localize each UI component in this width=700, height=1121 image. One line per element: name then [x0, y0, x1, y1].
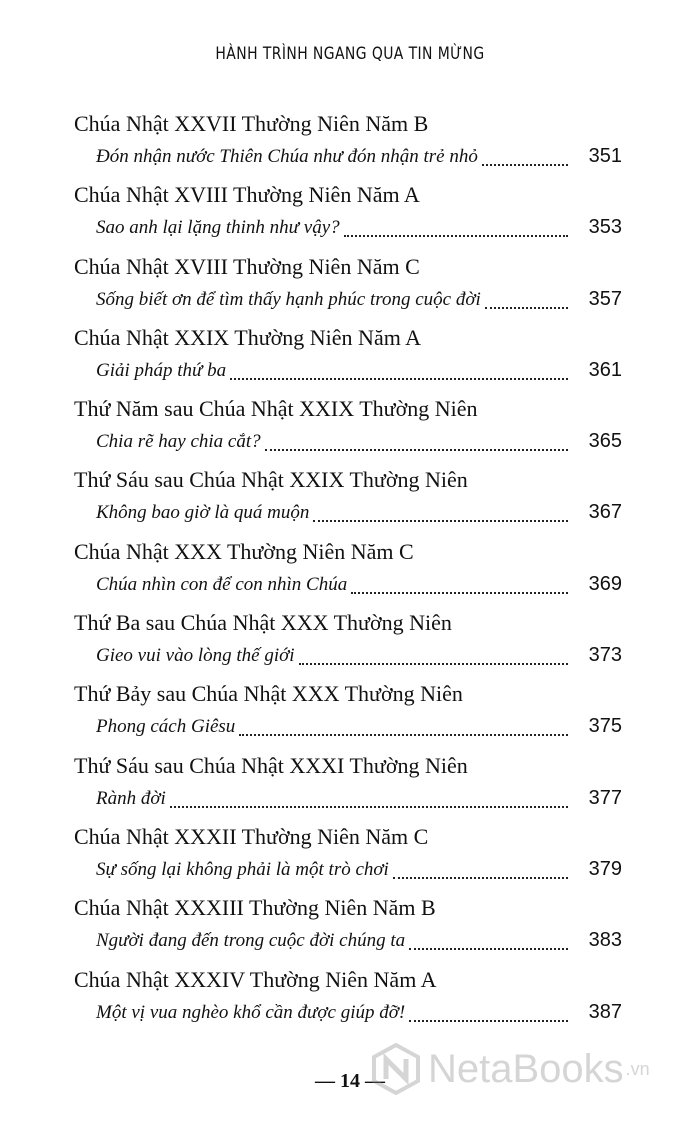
toc-entry-page: 387	[588, 1000, 622, 1023]
toc-entry-title: Chúa Nhật XXXII Thường Niên Năm C	[74, 823, 429, 849]
toc-entry-subtitle: Không bao giờ là quá muộn	[96, 502, 310, 524]
toc-entry-subtitle: Giải pháp thứ ba	[96, 359, 227, 381]
dot-leader	[313, 519, 568, 522]
toc-entry-title: Chúa Nhật XXXIII Thường Niên Năm B	[74, 895, 436, 921]
toc-entry	[74, 606, 622, 677]
toc-entry-subtitle: Sống biết ơn để tìm thấy hạnh phúc trong cuộc đời	[96, 288, 481, 310]
dot-leader	[409, 947, 568, 950]
toc-entry-page: 369	[588, 572, 622, 595]
toc-entry-line	[96, 354, 622, 387]
toc-entry-line	[96, 496, 622, 529]
toc-entry-page: 365	[588, 430, 622, 453]
toc-entry-subtitle: Người đang đến trong cuộc đời chúng ta	[96, 930, 406, 952]
toc-entry	[74, 677, 622, 748]
dot-leader	[170, 805, 568, 808]
toc-entry-title: Chúa Nhật XVIII Thường Niên Năm A	[74, 182, 420, 208]
dot-leader	[482, 163, 568, 166]
toc-entry	[74, 392, 622, 463]
toc-entry-line	[96, 853, 622, 886]
toc-entry-line	[96, 211, 622, 244]
toc-entry-subtitle: Phong cách Giêsu	[96, 716, 236, 738]
toc-entry-page: 367	[588, 501, 622, 524]
toc-entry-page: 379	[588, 857, 622, 880]
dot-leader	[485, 306, 568, 309]
toc-entry-subtitle: Một vị vua nghèo khổ cần được giúp đỡ!	[96, 1001, 406, 1023]
toc-entry-line	[96, 924, 622, 957]
toc-entry	[74, 463, 622, 534]
dot-leader	[265, 448, 568, 451]
toc-entry-title: Chúa Nhật XXX Thường Niên Năm C	[74, 538, 414, 564]
toc-entry-page: 373	[588, 644, 622, 667]
toc-entry-line	[96, 710, 622, 743]
toc-entry	[74, 820, 622, 891]
toc-entry-line	[96, 568, 622, 601]
toc-entry-title: Thứ Sáu sau Chúa Nhật XXXI Thường Niên	[74, 752, 468, 778]
watermark	[370, 1043, 650, 1095]
dot-leader	[230, 377, 568, 380]
toc-entry-page: 351	[588, 145, 622, 167]
dot-leader	[299, 662, 568, 665]
toc-entry-subtitle: Chúa nhìn con để con nhìn Chúa	[96, 573, 348, 595]
toc-entry	[74, 107, 622, 178]
toc-entry	[74, 963, 622, 1034]
dot-leader	[351, 591, 568, 594]
toc-entry-subtitle: Sao anh lại lặng thinh như vậy?	[96, 217, 340, 239]
toc-entry	[74, 250, 622, 321]
toc-entry-page: 377	[588, 786, 622, 809]
toc-entry-line	[96, 283, 622, 316]
toc-entry	[74, 535, 622, 606]
netabooks-logo-icon	[370, 1043, 422, 1095]
toc-entry-subtitle: Sự sống lại không phải là một trò chơi	[96, 858, 389, 880]
toc-entry-subtitle: Gieo vui vào lòng thế giới	[96, 645, 295, 667]
toc-entry-title: Chúa Nhật XVIII Thường Niên Năm C	[74, 253, 420, 279]
toc-entry-page: 383	[588, 929, 622, 952]
toc-entry	[74, 178, 622, 249]
toc-entry-line	[96, 639, 622, 672]
dot-leader	[344, 234, 568, 237]
toc-entry-subtitle: Đón nhận nước Thiên Chúa như đón nhận trẻ nhỏ	[96, 146, 478, 167]
toc-entry-page: 353	[588, 216, 622, 239]
watermark-brand: NetaBooks	[428, 1046, 624, 1091]
dot-leader	[239, 733, 568, 736]
toc-entry-subtitle: Chia rẽ hay chia cắt?	[96, 431, 261, 453]
toc-entry-title: Chúa Nhật XXIX Thường Niên Năm A	[74, 324, 421, 350]
toc-entry-page: 357	[588, 287, 622, 310]
table-of-contents	[74, 107, 622, 1034]
dot-leader	[409, 1019, 568, 1022]
dot-leader	[393, 876, 568, 879]
toc-entry	[74, 749, 622, 820]
toc-entry-title: Thứ Bảy sau Chúa Nhật XXX Thường Niên	[74, 681, 463, 707]
toc-entry-title: Chúa Nhật XXXIV Thường Niên Năm A	[74, 966, 437, 992]
running-header: HÀNH TRÌNH NGANG QUA TIN MỪNG	[215, 44, 485, 64]
toc-entry-title: Thứ Sáu sau Chúa Nhật XXIX Thường Niên	[74, 467, 468, 493]
toc-entry-title: Thứ Ba sau Chúa Nhật XXX Thường Niên	[74, 610, 452, 636]
toc-entry	[74, 321, 622, 392]
toc-entry-line	[96, 140, 622, 173]
watermark-suffix: .vn	[625, 1058, 650, 1079]
toc-entry-title: Chúa Nhật XXVII Thường Niên Năm B	[74, 111, 429, 136]
toc-entry-page: 361	[588, 358, 622, 381]
toc-entry-page: 375	[588, 715, 622, 738]
toc-entry	[74, 891, 622, 962]
toc-entry-line	[96, 782, 622, 815]
page-number-footer: — 14 —	[315, 1070, 385, 1092]
toc-entry-title: Thứ Năm sau Chúa Nhật XXIX Thường Niên	[74, 396, 478, 422]
toc-entry-line	[96, 996, 622, 1029]
toc-entry-line	[96, 425, 622, 458]
toc-entry-subtitle: Rành đời	[96, 787, 166, 809]
